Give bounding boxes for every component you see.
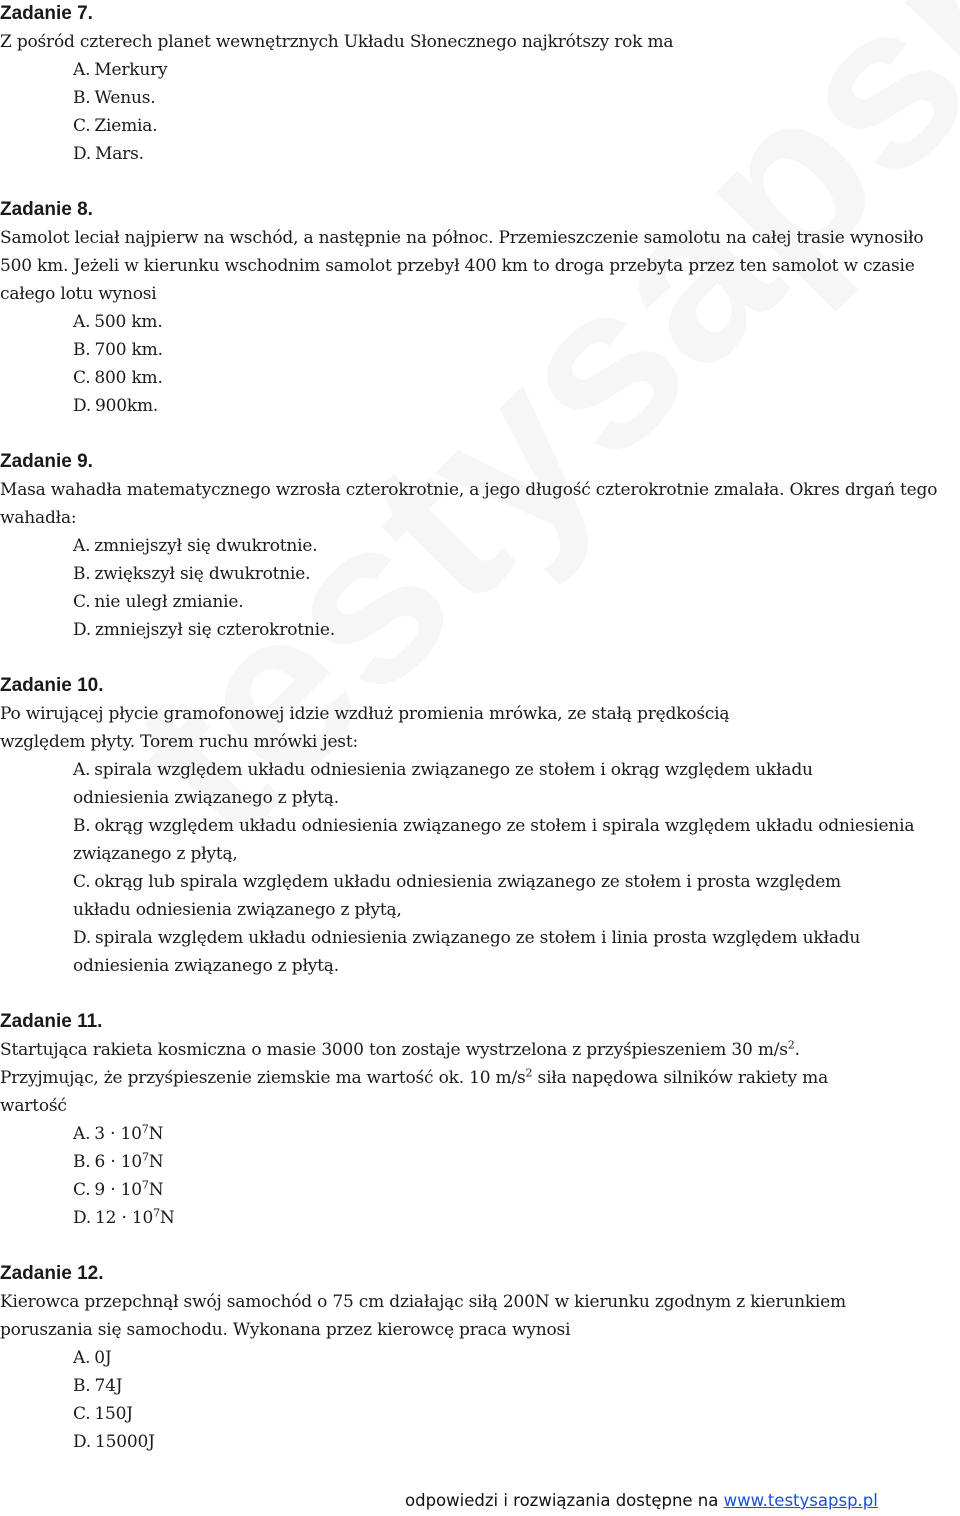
- option-letter: A.: [73, 760, 91, 780]
- option-text: Mars.: [95, 144, 144, 164]
- options-list: [0, 756, 960, 980]
- task-12: [0, 1260, 960, 1456]
- task-9: [0, 448, 960, 672]
- option-letter: C.: [73, 1404, 91, 1424]
- option-d: [73, 392, 960, 420]
- option-letter: B.: [73, 564, 91, 584]
- option-a: [73, 756, 873, 812]
- option-letter: A.: [73, 312, 91, 332]
- option-b: [73, 1148, 960, 1176]
- option-letter: A.: [73, 1348, 91, 1368]
- option-text: 150J: [94, 1404, 133, 1424]
- option-a: [73, 56, 960, 84]
- option-c: [73, 1176, 960, 1204]
- options-list: [0, 1344, 960, 1456]
- task-8: [0, 196, 960, 448]
- option-b: [73, 812, 953, 868]
- option-text: Merkury: [94, 60, 168, 80]
- task-question: Samolot leciał najpierw na wschód, a następnie na północ. Przemieszczenie samolotu na całej trasie wynosiło 500 km. Jeżeli w kierunku wschodnim samolot przebył 400 km to droga przebyta przez ten samolot w czasie całego lotu wynosi: [0, 228, 924, 304]
- spacer: [0, 420, 960, 448]
- exponent: 2: [525, 1066, 533, 1080]
- option-text: 700 km.: [94, 340, 163, 360]
- spacer: [0, 980, 960, 1008]
- option-a: [73, 308, 960, 336]
- spacer: [0, 1232, 960, 1260]
- option-text: spirala względem układu odniesienia związanego ze stołem i linia prosta względem układu odniesienia związanego z płytą.: [73, 928, 861, 976]
- option-text: 0J: [94, 1348, 112, 1368]
- option-c: [73, 364, 960, 392]
- option-text: 900km.: [95, 396, 159, 416]
- option-d: [73, 1428, 960, 1456]
- task-title: Zadanie 10.: [0, 675, 104, 696]
- task-question: Po wirującej płycie gramofonowej idzie wzdłuż promienia mrówka, ze stałą prędkością względem płyty. Torem ruchu mrówki jest:: [0, 704, 730, 752]
- option-d: [73, 616, 960, 644]
- option-text: Wenus.: [94, 88, 156, 108]
- option-letter: D.: [73, 396, 92, 416]
- option-letter: C.: [73, 1180, 91, 1200]
- option-letter: C.: [73, 368, 91, 388]
- footer-link[interactable]: www.testysapsp.pl: [723, 1491, 878, 1510]
- option-text: Ziemia.: [94, 116, 158, 136]
- option-letter: B.: [73, 88, 91, 108]
- task-11: [0, 1008, 960, 1260]
- option-base: 3 · 10: [94, 1124, 142, 1144]
- option-unit: N: [148, 1180, 164, 1200]
- option-text: zmniejszył się dwukrotnie.: [94, 536, 318, 556]
- option-a: [73, 1344, 960, 1372]
- exponent: 2: [787, 1038, 795, 1052]
- task-title: Zadanie 8.: [0, 199, 93, 220]
- option-letter: D.: [73, 928, 92, 948]
- option-letter: C.: [73, 872, 91, 892]
- question-part: . Przyjmując, że przyśpieszenie ziemskie ma wartość ok. 10 m/s: [0, 1040, 800, 1088]
- option-c: [73, 868, 883, 924]
- option-text: nie uległ zmianie.: [94, 592, 244, 612]
- option-a: [73, 1120, 960, 1148]
- option-b: [73, 84, 960, 112]
- option-letter: D.: [73, 144, 92, 164]
- option-letter: B.: [73, 816, 91, 836]
- option-text: okrąg lub spirala względem układu odniesienia związanego ze stołem i prosta względem układu odniesienia związanego z płytą,: [73, 872, 841, 920]
- footer: [405, 1488, 878, 1514]
- option-c: [73, 588, 960, 616]
- option-text: 15000J: [95, 1432, 155, 1452]
- exponent: 7: [153, 1206, 160, 1220]
- task-question: Z pośród czterech planet wewnętrznych Układu Słonecznego najkrótszy rok ma: [0, 32, 674, 52]
- exponent: 7: [141, 1178, 149, 1192]
- option-letter: A.: [73, 1124, 91, 1144]
- option-letter: B.: [73, 1376, 91, 1396]
- task-10: [0, 672, 960, 1008]
- task-question: [0, 1036, 880, 1120]
- options-list: [0, 56, 960, 168]
- spacer: [0, 644, 960, 672]
- task-question: Kierowca przepchnął swój samochód o 75 cm działając siłą 200N w kierunku zgodnym z kierunkiem poruszania się samochodu. Wykonana przez kierowcę praca wynosi: [0, 1292, 846, 1340]
- option-a: [73, 532, 960, 560]
- option-text: zwiększył się dwukrotnie.: [94, 564, 311, 584]
- option-unit: N: [159, 1208, 175, 1228]
- task-title: Zadanie 11.: [0, 1011, 103, 1032]
- option-letter: D.: [73, 1432, 92, 1452]
- option-d: [73, 1204, 960, 1232]
- option-letter: D.: [73, 1208, 92, 1228]
- exponent: 7: [141, 1122, 149, 1136]
- option-letter: B.: [73, 340, 91, 360]
- option-b: [73, 1372, 960, 1400]
- task-title: Zadanie 7.: [0, 3, 93, 24]
- option-letter: C.: [73, 116, 91, 136]
- options-list: [0, 1120, 960, 1232]
- option-text: 500 km.: [94, 312, 163, 332]
- option-text: 74J: [94, 1376, 123, 1396]
- option-b: [73, 560, 960, 588]
- option-text: spirala względem układu odniesienia związanego ze stołem i okrąg względem układu odniesienia związanego z płytą.: [73, 760, 813, 808]
- option-c: [73, 112, 960, 140]
- exponent: 7: [141, 1150, 149, 1164]
- footer-text: odpowiedzi i rozwiązania dostępne na: [405, 1491, 724, 1510]
- task-title: Zadanie 12.: [0, 1263, 104, 1284]
- option-unit: N: [148, 1124, 164, 1144]
- options-list: [0, 532, 960, 644]
- question-part: siła napędowa silników rakiety ma wartość: [0, 1068, 829, 1116]
- option-text: 800 km.: [94, 368, 163, 388]
- option-letter: B.: [73, 1152, 91, 1172]
- option-d: [73, 140, 960, 168]
- task-title: Zadanie 9.: [0, 451, 93, 472]
- option-b: [73, 336, 960, 364]
- options-list: [0, 308, 960, 420]
- option-base: 9 · 10: [94, 1180, 142, 1200]
- option-letter: C.: [73, 592, 91, 612]
- task-7: [0, 0, 960, 196]
- question-part: Startująca rakieta kosmiczna o masie 3000 ton zostaje wystrzelona z przyśpieszeniem 30 m/s: [0, 1040, 788, 1060]
- option-letter: A.: [73, 536, 91, 556]
- option-letter: D.: [73, 620, 92, 640]
- task-question: Masa wahadła matematycznego wzrosła czterokrotnie, a jego długość czterokrotnie zmalała. Okres drgań tego wahadła:: [0, 480, 938, 528]
- option-base: 6 · 10: [94, 1152, 142, 1172]
- option-d: [73, 924, 913, 980]
- option-unit: N: [148, 1152, 164, 1172]
- option-text: okrąg względem układu odniesienia związanego ze stołem i spirala względem układu odniesienia związanego z płytą,: [73, 816, 915, 864]
- option-base: 12 · 10: [95, 1208, 154, 1228]
- option-c: [73, 1400, 960, 1428]
- option-text: zmniejszył się czterokrotnie.: [95, 620, 335, 640]
- spacer: [0, 168, 960, 196]
- option-letter: A.: [73, 60, 91, 80]
